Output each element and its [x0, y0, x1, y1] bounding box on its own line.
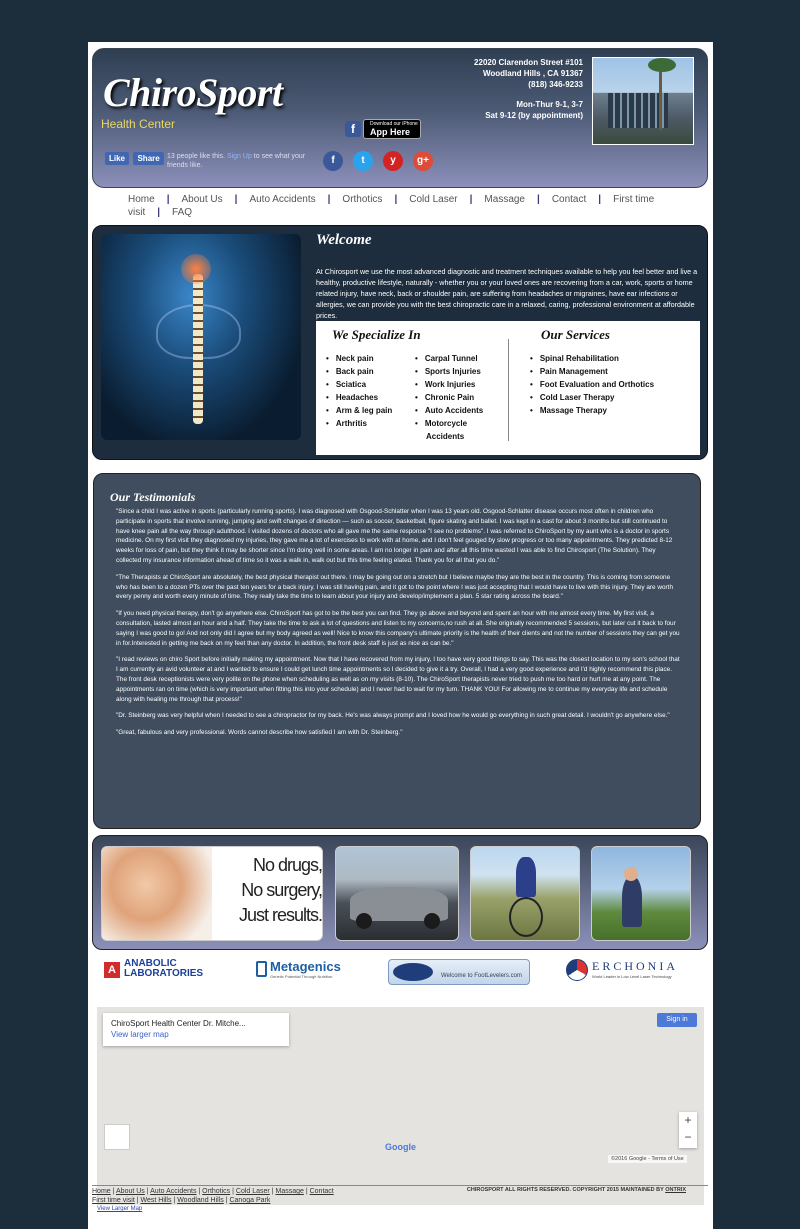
testimonials-body [116, 507, 681, 745]
footer-links-row-2: First time visit | West Hills | Woodland Hills | Canoga Park [92, 1197, 271, 1204]
site-tagline: Health Center [101, 117, 176, 131]
zoom-in-button[interactable]: + [684, 1113, 692, 1127]
address-phone: (818) 346-9233 [528, 80, 583, 89]
image-banner [92, 835, 708, 950]
copyright [436, 1187, 686, 1193]
clinic-address [423, 57, 583, 90]
specialize-list-2 [415, 352, 505, 443]
services-list [530, 352, 700, 417]
facebook-signup-link[interactable]: Sign Up [226, 153, 252, 160]
page-container [88, 42, 713, 1229]
slogan-line-3: Just results. [238, 905, 322, 925]
testimonial-item: "I read reviews on chiro Sport before initially making my appointment. Now that I have recovered from my injury, I too have very good things to say. This was the closest location to my son's school that I am currently an avid volunteer at and I wanted to ensure I could get lunch time appointments so I decided to give it a try. Overall, I had a very good experience and I'd highly recommend this place. The front desk receptionists were very polite on the phone when scheduling as well as on my visits (8-10). The ChiroSport therapists never tried to push me too hard or hurt me at any point. The appointments ran on time (which is very important when fitting this into your schedule) and I never had to wait for my turn. THANK YOU! For allowing me to continue my everyday life and schedule along with healing me through that process!" [116, 656, 680, 703]
nav-separator: | [598, 194, 602, 205]
service-item: • Pain Management [530, 365, 700, 378]
nav-item-contact[interactable]: Contact [551, 194, 587, 205]
smiling-couple-photo [102, 847, 212, 941]
header [92, 48, 708, 188]
nav-item-about-us[interactable]: About Us [181, 194, 223, 205]
nav-separator: | [157, 207, 161, 218]
facebook-like-widget [105, 152, 305, 176]
clinic-hours [423, 99, 583, 121]
app-download-badge[interactable] [345, 119, 421, 139]
map-signin-button[interactable]: Sign in [657, 1013, 697, 1027]
map-place-name: ChiroSport Health Center Dr. Mitche... [111, 1019, 246, 1028]
footer-link-west-hills[interactable]: West Hills [140, 1197, 172, 1204]
nav-item-cold-laser[interactable]: Cold Laser [409, 194, 458, 205]
service-item: • Spinal Rehabilitation [530, 352, 700, 365]
specialty-item: • Chronic Pain [415, 391, 505, 404]
maintainer-link[interactable]: ONTRIX [665, 1187, 686, 1193]
footer-link-first-time-visit[interactable]: First time visit [92, 1197, 135, 1204]
welcome-text: At Chirosport we use the most advanced diagnostic and treatment techniques available to help you feel better and live a healthy, productive lifestyle, naturally - whether you or your loved ones are recovering from a car, work, sports or home related injury, have neck, back or shoulder pain, are suffering from headaches or migraines, have ear infections or allergies, we can provide you with the best chiropractic care in a relaxed, caring, professional environment at affordable prices. [316, 267, 698, 320]
no-drugs-banner [101, 846, 323, 941]
testimonial-item: "Dr. Steinberg was very helpful when I needed to see a chiropractor for my back. He's was always prompt and I loved how he would go everything in such great detail. I wouldn't go anywhere else." [116, 712, 670, 720]
google-logo: Google [385, 1142, 416, 1152]
specialty-item: • Neck pain [326, 352, 416, 365]
nav-item-faq[interactable]: FAQ [172, 207, 193, 218]
metagenics-logo[interactable]: Metagenics Genetic Potential Through Nutrition [256, 959, 356, 987]
footer-link-massage[interactable]: Massage [275, 1188, 304, 1195]
slogan-line-2: No surgery, [241, 880, 322, 900]
slogan [217, 853, 322, 928]
footer-link-woodland-hills[interactable]: Woodland Hills [177, 1197, 224, 1204]
services-title: Our Services [541, 327, 610, 342]
welcome-section [92, 225, 708, 460]
google-plus-icon[interactable]: g+ [413, 151, 433, 171]
hours-weekdays: Mon-Thur 9-1, 3-7 [516, 100, 583, 109]
specialty-item: • Back pain [326, 365, 416, 378]
hours-saturday: Sat 9-12 (by appointment) [485, 111, 583, 120]
facebook-share-button[interactable]: Share [133, 152, 163, 165]
erchonia-logo[interactable]: ERCHONIA World Leader in Low Level Laser Technology [566, 959, 688, 987]
golfer-photo [591, 846, 691, 941]
sponsor-logos [88, 957, 713, 987]
copyright-text: CHIROSPORT ALL RIGHTS RESERVED. COPYRIGHT 2015 MAINTAINED BY [466, 1187, 664, 1193]
specialty-item: • Sciatica [326, 378, 416, 391]
nav-separator: | [469, 194, 473, 205]
facebook-icon[interactable]: f [323, 151, 343, 171]
spine-illustration [101, 234, 301, 440]
yelp-icon[interactable]: y [383, 151, 403, 171]
map-place-card [103, 1013, 289, 1046]
specialize-list-1 [326, 352, 416, 430]
nav-separator: | [537, 194, 540, 205]
map-zoom-controls [679, 1112, 697, 1148]
testimonial-item: "Since a child I was active in sports (particularly running sports). I was diagnosed with Osgood-Schlatter when I was 13 years old. Osgood-Schlatter disease occurs most often in children who participate in sports that involve running, jumping and swift changes of direction — such as soccer, basketball, figure skating and ballet. I was kept in a cast for about 3 months but still continued to have knee pain all the way through adulthood. I visited dozens of doctors who all gave me the same response "I see no problems". I was referred to ChiroSport by my aunt who is a doctor in sports medicine. On my first visit they diagnosed my injuries, they gave me a lot of exercises to work with at home, and I don't feel gouged by slow progress or too many appointments. They predicted 8-12 weeks for loss of pain, but they think it may be shorter since I'm doing well in some areas. I am no longer in pain and after all this time wasted I was able to find Chirosport (The Solution). They collected my insurance information ahead of time so it was a walk in, walk out but this time feeling elated. Thank you for all that you do." [116, 508, 673, 564]
car-accident-photo [335, 846, 459, 941]
nav-separator: | [327, 194, 331, 205]
footer-link-cold-laser[interactable]: Cold Laser [235, 1188, 270, 1195]
foot-levelers-icon [393, 963, 433, 981]
welcome-title: Welcome [316, 232, 372, 248]
nav-separator: | [394, 194, 398, 205]
facebook-count-text: 13 people like this. [167, 153, 225, 160]
service-item: • Cold Laser Therapy [530, 391, 700, 404]
footer-nav [92, 1187, 432, 1205]
facebook-square-icon: f [345, 121, 361, 137]
service-item: • Foot Evaluation and Orthotics [530, 378, 700, 391]
specialty-item: • Arthritis [326, 417, 416, 430]
footer-link-orthotics[interactable]: Orthotics [202, 1188, 231, 1195]
nav-item-first-time-visit[interactable]: First time visit [128, 194, 655, 218]
nav-item-orthotics[interactable]: Orthotics [342, 194, 383, 205]
view-larger-map-footer-link[interactable]: View Larger Map [97, 1206, 143, 1212]
view-larger-map-link[interactable]: View larger map [111, 1030, 169, 1039]
nav-item-massage[interactable]: Massage [484, 194, 525, 205]
specialty-item: • Auto Accidents [415, 404, 505, 417]
site-logo[interactable]: ChiroSport [103, 70, 283, 115]
address-city: Woodland Hills , CA 91367 [482, 69, 583, 78]
google-map[interactable] [97, 1007, 704, 1205]
cyclist-photo [470, 846, 580, 941]
specialty-item: • Work Injuries [415, 378, 505, 391]
specialty-item: • Headaches [326, 391, 416, 404]
footer-links-row-1: Home | About Us | Auto Accidents | Orthotics | Cold Laser | Massage | Contact [92, 1188, 334, 1195]
map-credits[interactable]: ©2016 Google - Terms of Use [608, 1155, 687, 1163]
testimonial-item: "Great, fabulous and very professional. Words cannot describe how satisfied I am with Dr. Steinberg." [116, 729, 403, 737]
metagenics-icon [256, 961, 267, 977]
facebook-like-count [167, 152, 317, 170]
social-icons [323, 151, 433, 171]
facebook-signup-suffix: to see what your friends like. [167, 153, 306, 169]
twitter-icon[interactable]: t [353, 151, 373, 171]
slogan-line-1: No drugs, [252, 855, 322, 875]
testimonials-section [93, 473, 701, 829]
service-item: • Massage Therapy [530, 404, 700, 417]
clinic-building-photo [592, 57, 694, 145]
specialty-item: • Motorcycle Accidents [415, 417, 505, 443]
main-nav [128, 193, 688, 219]
app-store-big-text: App Here [370, 127, 411, 137]
foot-levelers-logo[interactable]: Welcome to FootLevelers.com [388, 959, 530, 985]
zoom-out-button[interactable]: − [684, 1130, 692, 1144]
specialty-item: • Carpal Tunnel [415, 352, 505, 365]
specialize-title: We Specialize In [332, 327, 421, 342]
specialties-box [316, 321, 700, 455]
specialty-item: • Sports Injuries [415, 365, 505, 378]
anabolic-icon: A [104, 962, 120, 978]
footer-link-contact[interactable]: Contact [309, 1188, 334, 1195]
anabolic-laboratories-logo[interactable]: A ANABOLIC LABORATORIES [104, 959, 214, 987]
address-street: 22020 Clarendon Street #101 [474, 58, 583, 67]
nav-item-auto-accidents[interactable]: Auto Accidents [249, 194, 316, 205]
testimonial-item: "If you need physical therapy, don't go anywhere else. ChiroSport has got to be the best you can find. They go above and beyond and spent an hour with me almost every time. My first visit, a consultation, lasted almost an hour and a half. They take the time to ask a lot of questions and listen to my concerns,no rush at all. She originally recommended 5 sessions, but later cut it back to four saying I was good to go! And not only did I agree but my body agreed as well! Nice to know this company's ultimate priority is the health of their clients and not the number of sessions they can get you in for.Interested in getting me back on my feet than any doctor. In addition, the front desk staff is just as nice as can be." [116, 610, 680, 647]
testimonials-title: Our Testimonials [110, 490, 196, 504]
specialty-item: • Arm & leg pain [326, 404, 416, 417]
app-store-badge[interactable] [363, 119, 421, 139]
footer-link-auto-accidents[interactable]: Auto Accidents [150, 1188, 197, 1195]
facebook-like-button[interactable]: Like [105, 152, 129, 165]
nav-item-home[interactable]: Home [128, 194, 155, 205]
erchonia-icon [566, 959, 588, 981]
footer-link-about-us[interactable]: About Us [116, 1188, 145, 1195]
street-view-pegman-icon[interactable] [104, 1124, 130, 1150]
footer-link-home[interactable]: Home [92, 1188, 111, 1195]
footer-link-canoga-park[interactable]: Canoga Park [229, 1197, 271, 1204]
nav-separator: | [166, 194, 170, 205]
specialties-divider [508, 339, 509, 441]
footer-divider [92, 1185, 708, 1186]
nav-separator: | [234, 194, 238, 205]
app-store-small-text: Download our iPhone [370, 121, 418, 127]
testimonial-item: "The Therapists at ChiroSport are absolutely, the best physical therapist out there. I may be going out on a stretch but I believe maybe they are the best in the country. This is coming from someone who has been to a dozen PTs over the past ten years for a back injury. I was still having pain, and it got to the point where I was just accepting that I would have to live with this injury. They are worth every penny and worth every minute of time. They really take the time to learn about your injury and develop/implement a plan. 5 star rating across the board." [116, 573, 673, 601]
